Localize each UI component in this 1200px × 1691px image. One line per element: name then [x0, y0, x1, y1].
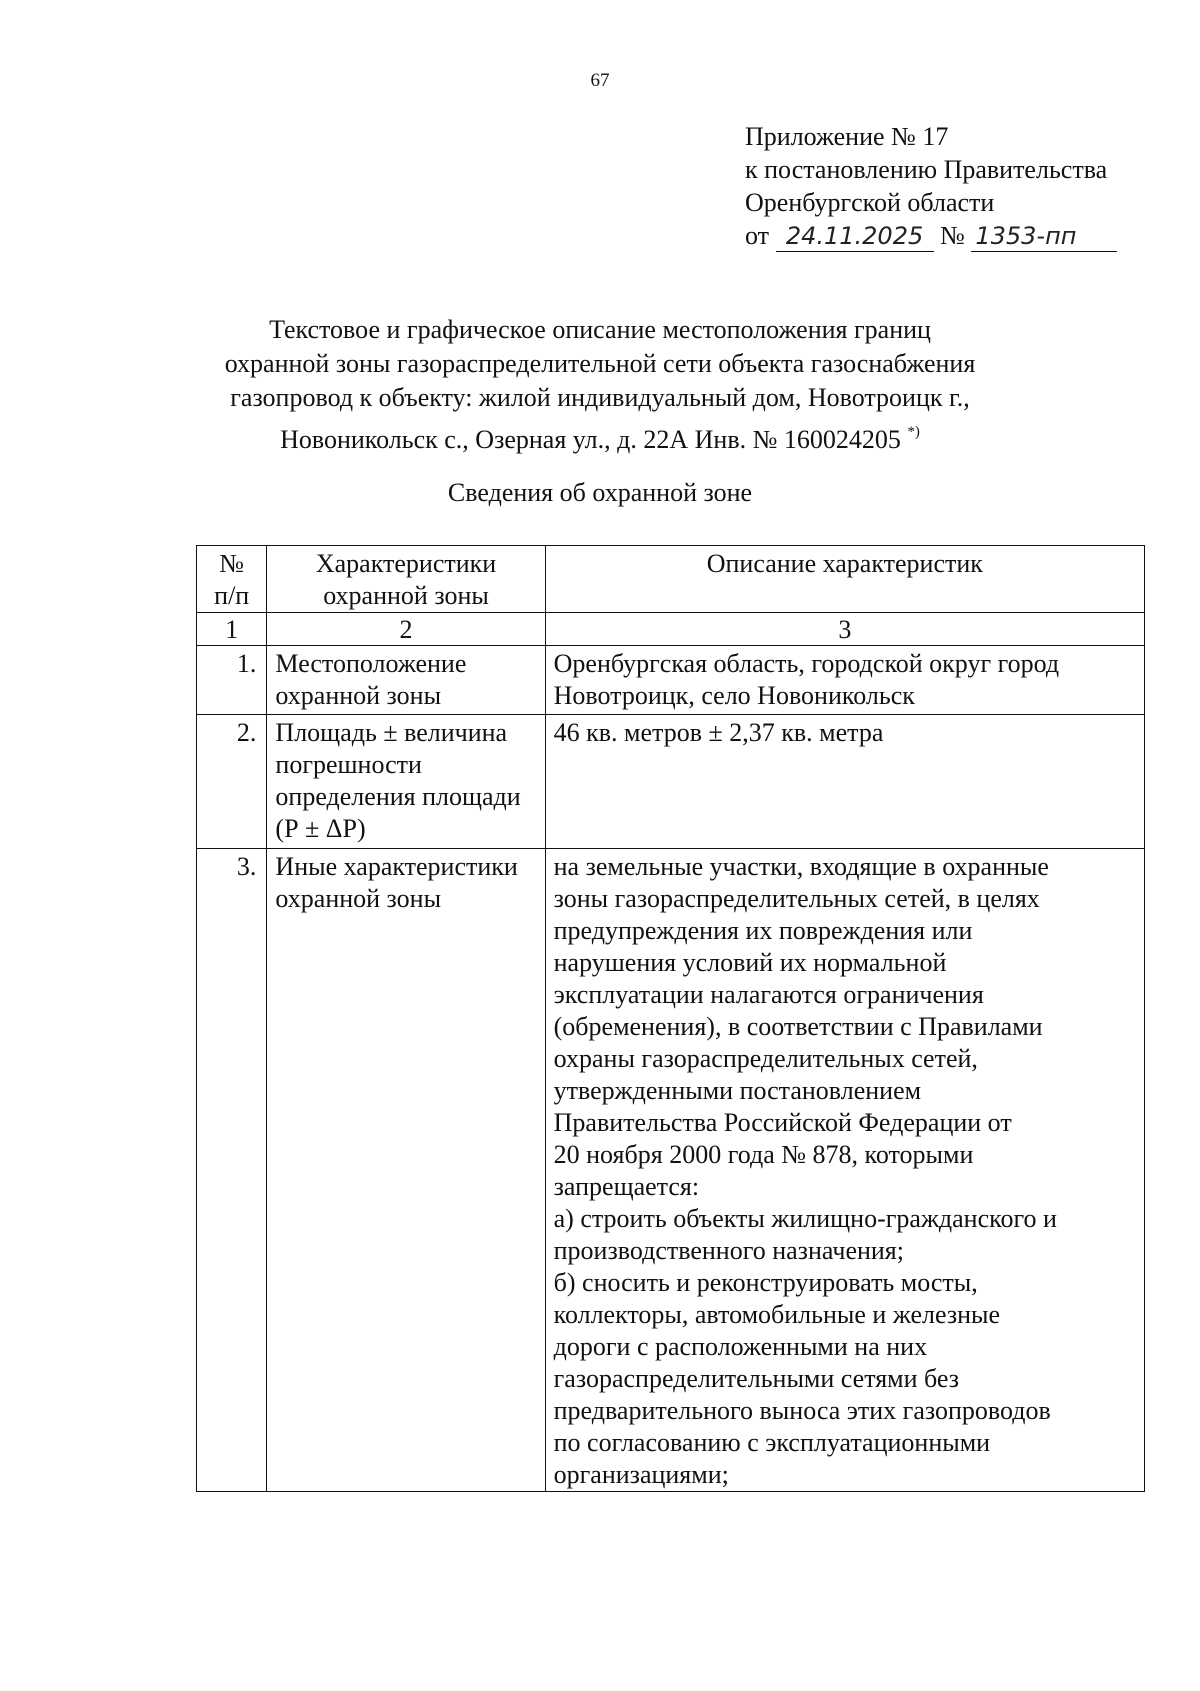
- footnote-mark: *): [907, 424, 920, 440]
- header-num: [197, 546, 267, 613]
- row-desc-line: а) строить объекты жилищно-гражданского и: [553, 1204, 1057, 1233]
- row-name: [267, 715, 545, 849]
- row-description: [545, 849, 1144, 1492]
- row-desc-line: 46 кв. метров ± 2,37 кв. метра: [553, 718, 884, 747]
- section-heading: Сведения об охранной зоне: [447, 478, 753, 507]
- row-desc-line: производственного назначения;: [553, 1236, 904, 1265]
- table-row: [197, 715, 1145, 849]
- row-desc-line: нарушения условий их нормальной: [553, 948, 947, 977]
- title-line-2: охранной зоны газораспределительной сети объекта газоснабжения: [224, 349, 976, 378]
- page-number: 67: [590, 70, 610, 91]
- title-line-4-wrap: [150, 415, 1050, 457]
- row-name-line: определения площади: [275, 782, 521, 811]
- row-desc-line: дороги с расположенными на них: [553, 1332, 928, 1361]
- row-desc-line: б) сносить и реконструировать мосты,: [553, 1268, 978, 1297]
- row-name: [267, 646, 545, 715]
- title-line-4: Новоникольск с., Озерная ул., д. 22А Инв. № 160024205: [280, 425, 901, 454]
- row-desc-line: Правительства Российской Федерации от: [553, 1108, 1012, 1137]
- table-header-row: [197, 546, 1145, 613]
- index-cell: 1: [197, 613, 267, 646]
- row-desc-line: Оренбургская область, городской округ город: [553, 649, 1060, 678]
- row-desc-line: предварительного выноса этих газопроводов: [553, 1396, 1051, 1425]
- header-char-line-1: Характеристики: [315, 549, 497, 578]
- appendix-line-3: Оренбургской области: [745, 188, 995, 217]
- appendix-date-line: [745, 219, 1117, 252]
- header-num-line-2: п/п: [214, 581, 250, 610]
- zone-table: [196, 545, 1145, 1492]
- row-desc-line: утвержденными постановлением: [553, 1076, 922, 1105]
- row-desc-line: коллекторы, автомобильные и железные: [553, 1300, 1001, 1329]
- row-desc-line: по согласованию с эксплуатационными: [553, 1428, 991, 1457]
- row-name-line: (Р ± ΔР): [275, 814, 366, 843]
- row-desc-line: 20 ноября 2000 года № 878, которыми: [553, 1140, 974, 1169]
- row-desc-line: газораспределительными сетями без: [553, 1364, 960, 1393]
- row-number: 2.: [197, 715, 267, 849]
- row-description: [545, 715, 1144, 849]
- index-cell: 3: [545, 613, 1144, 646]
- row-name: [267, 849, 545, 1492]
- row-name-line: Иные характеристики: [275, 852, 518, 881]
- row-name-line: охранной зоны: [275, 884, 442, 913]
- title-line-3: газопровод к объекту: жилой индивидуальный дом, Новотроицк г.,: [230, 383, 970, 412]
- number-sign: №: [940, 221, 965, 250]
- row-desc-line: зоны газораспределительных сетей, в целях: [553, 884, 1040, 913]
- row-desc-line: (обременения), в соответствии с Правилами: [553, 1012, 1043, 1041]
- handwritten-date: 24.11.2025: [776, 221, 934, 252]
- table-row: [197, 646, 1145, 715]
- row-name-line: охранной зоны: [275, 681, 442, 710]
- header-num-line-1: №: [219, 549, 245, 578]
- row-name-line: погрешности: [275, 750, 422, 779]
- document-title: [150, 313, 1050, 457]
- row-desc-line: запрещается:: [553, 1172, 700, 1201]
- row-desc-line: эксплуатации налагаются ограничения: [553, 980, 984, 1009]
- row-name-line: Местоположение: [275, 649, 467, 678]
- row-desc-line: предупреждения их повреждения или: [553, 916, 973, 945]
- appendix-block: [745, 120, 1117, 252]
- row-desc-line: охраны газораспределительных сетей,: [553, 1044, 978, 1073]
- header-description: Описание характеристик: [545, 546, 1144, 613]
- row-name-line: Площадь ± величина: [275, 718, 508, 747]
- index-cell: 2: [267, 613, 545, 646]
- appendix-line-1: Приложение № 17: [745, 122, 949, 151]
- table-index-row: [197, 613, 1145, 646]
- row-desc-line: организациями;: [553, 1460, 729, 1489]
- row-number: 3.: [197, 849, 267, 1492]
- header-char-line-2: охранной зоны: [323, 581, 489, 610]
- handwritten-number: 1353-пп: [971, 221, 1117, 252]
- row-desc-line: Новотроицк, село Новоникольск: [553, 681, 915, 710]
- appendix-line-2: к постановлению Правительства: [745, 155, 1108, 184]
- row-description: [545, 646, 1144, 715]
- table-row: [197, 849, 1145, 1492]
- date-prefix: от: [745, 221, 770, 250]
- row-number: 1.: [197, 646, 267, 715]
- row-desc-line: на земельные участки, входящие в охранные: [553, 852, 1049, 881]
- header-characteristics: [267, 546, 545, 613]
- title-line-1: Текстовое и графическое описание местоположения границ: [269, 315, 931, 344]
